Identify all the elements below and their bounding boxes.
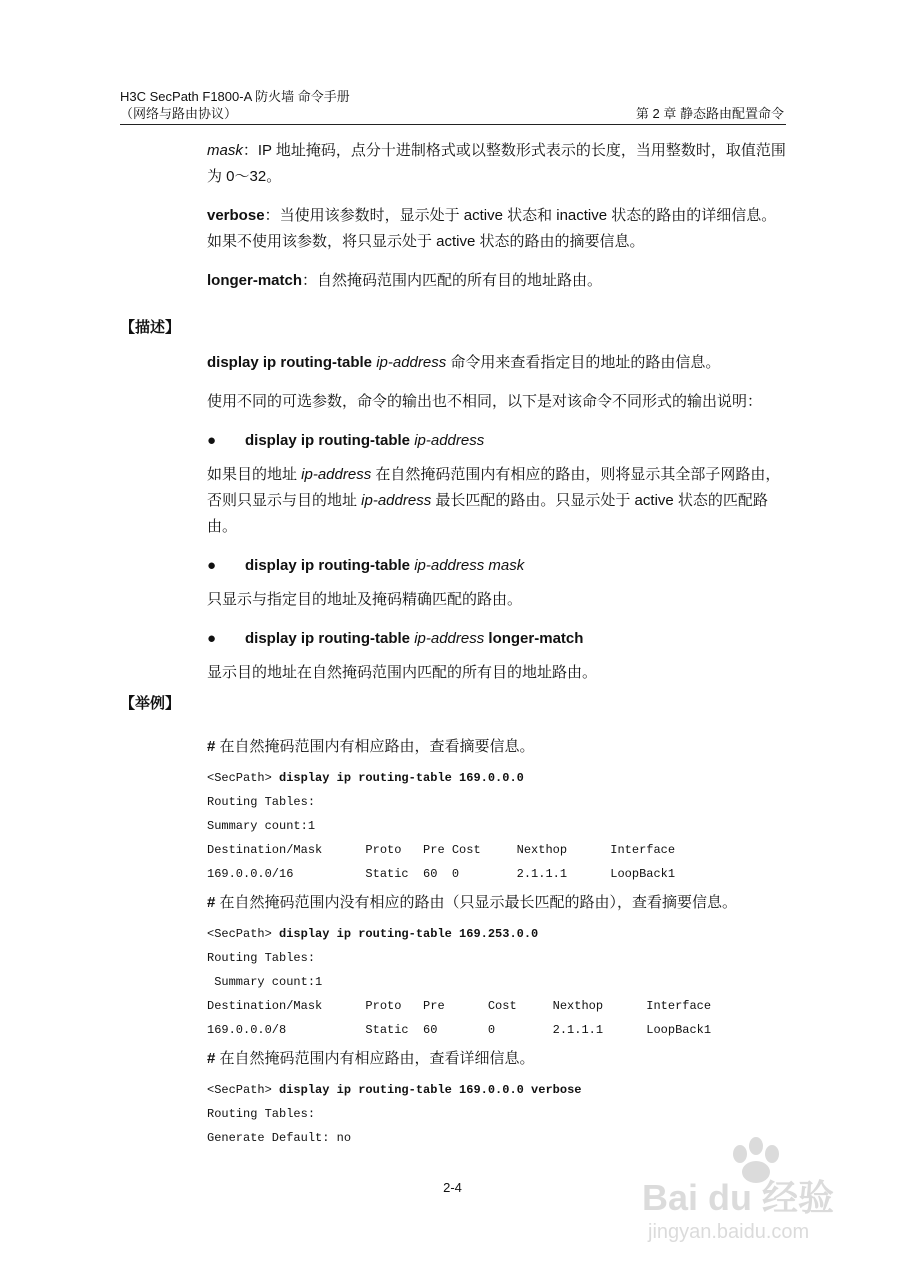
code-line: Routing Tables: bbox=[207, 951, 316, 965]
example-2-comment: # 在自然掩码范围内没有相应的路由（只显示最长匹配的路由），查看摘要信息。 bbox=[207, 894, 738, 911]
param-verbose-desc: 当使用该参数时，显示处于 active 状态和 inactive 状态的路由的详细信息。如果不使用该参数，将只显示处于 active 状态的路由的摘要信息。 bbox=[207, 207, 777, 250]
code-line: 169.0.0.0/16 Static 60 0 2.1.1.1 LoopBack1 bbox=[207, 867, 676, 881]
chapter-title: 第 2 章 静态路由配置命令 bbox=[635, 106, 784, 121]
example-1-code bbox=[207, 766, 787, 886]
bullet-icon: ● bbox=[207, 557, 217, 574]
example-3-comment: # 在自然掩码范围内有相应路由，查看详细信息。 bbox=[207, 1050, 535, 1067]
code-line: Routing Tables: bbox=[207, 1107, 316, 1121]
watermark-url: jingyan.baidu.com bbox=[648, 1221, 810, 1243]
code-line: Destination/Mask Proto Pre Cost Nexthop Interface bbox=[207, 999, 712, 1013]
code-line: Generate Default: no bbox=[207, 1131, 352, 1145]
example-1-comment: # 在自然掩码范围内有相应路由，查看摘要信息。 bbox=[207, 738, 535, 755]
code-line: <SecPath> display ip routing-table 169.0.0.0 verbose bbox=[207, 1083, 582, 1097]
watermark-brand: Bai du 经验 bbox=[642, 1177, 835, 1218]
page-header bbox=[120, 88, 784, 122]
description-block bbox=[207, 350, 787, 694]
parameters-block bbox=[207, 138, 787, 302]
desc-para-2: 使用不同的可选参数，命令的输出也不相同，以下是对该命令不同形式的输出说明： bbox=[207, 393, 763, 410]
param-mask-name: mask bbox=[207, 142, 243, 159]
examples-block bbox=[207, 730, 787, 1150]
example-2-code bbox=[207, 922, 787, 1042]
bullet-2-desc: 只显示与指定目的地址及掩码精确匹配的路由。 bbox=[207, 591, 523, 608]
bullet-icon: ● bbox=[207, 432, 217, 449]
manual-subtitle: （网络与路由协议） bbox=[120, 106, 238, 121]
param-longer-match-desc: 自然掩码范围内匹配的所有目的地址路由。 bbox=[317, 272, 603, 289]
param-mask: mask：IP 地址掩码，点分十进制格式或以整数形式表示的长度，当用整数时，取值范围为 0～32。 bbox=[207, 142, 786, 185]
page-number: 2-4 bbox=[443, 1180, 462, 1195]
baidu-watermark-icon bbox=[632, 1132, 872, 1252]
code-line: <SecPath> display ip routing-table 169.0.0.0 bbox=[207, 771, 524, 785]
bullet-item-2: ● display ip routing-table ip-address mask bbox=[207, 553, 787, 579]
param-mask-desc: IP 地址掩码，点分十进制格式或以整数形式表示的长度，当用整数时，取值范围为 0～32。 bbox=[207, 142, 786, 185]
param-verbose: verbose：当使用该参数时，显示处于 active 状态和 inactive 状态的路由的详细信息。如果不使用该参数，将只显示处于 active 状态的路由的摘要信息。 bbox=[207, 207, 777, 250]
code-line: Routing Tables: bbox=[207, 795, 316, 809]
code-line: 169.0.0.0/8 Static 60 0 2.1.1.1 LoopBack1 bbox=[207, 1023, 712, 1037]
desc-para-1: display ip routing-table ip-address 命令用来查看指定目的地址的路由信息。 bbox=[207, 354, 721, 371]
code-line: Destination/Mask Proto Pre Cost Nexthop Interface bbox=[207, 843, 676, 857]
param-verbose-name: verbose bbox=[207, 207, 265, 224]
bullet-icon: ● bbox=[207, 630, 217, 647]
code-line: Summary count:1 bbox=[207, 975, 323, 989]
bullet-item-1: ● display ip routing-table ip-address bbox=[207, 428, 787, 454]
bullet-item-3: ● display ip routing-table ip-address longer-match bbox=[207, 626, 787, 652]
param-longer-match-name: longer-match bbox=[207, 272, 303, 289]
bullet-1-desc: 如果目的地址 ip-address 在自然掩码范围内有相应的路由，则将显示其全部子网路由，否则只显示与目的地址 ip-address 最长匹配的路由。只显示处于 active 状态的匹配路由。 bbox=[207, 466, 781, 535]
bullet-3-desc: 显示目的地址在自然掩码范围内匹配的所有目的地址路由。 bbox=[207, 664, 598, 681]
param-longer-match: longer-match：自然掩码范围内匹配的所有目的地址路由。 bbox=[207, 272, 603, 289]
section-heading-example: 【举例】 bbox=[120, 695, 181, 712]
code-line: <SecPath> display ip routing-table 169.253.0.0 bbox=[207, 927, 539, 941]
manual-title: H3C SecPath F1800-A 防火墙 命令手册 bbox=[120, 89, 350, 104]
header-divider bbox=[120, 124, 786, 125]
code-line: Summary count:1 bbox=[207, 819, 316, 833]
section-heading-description: 【描述】 bbox=[120, 319, 181, 336]
